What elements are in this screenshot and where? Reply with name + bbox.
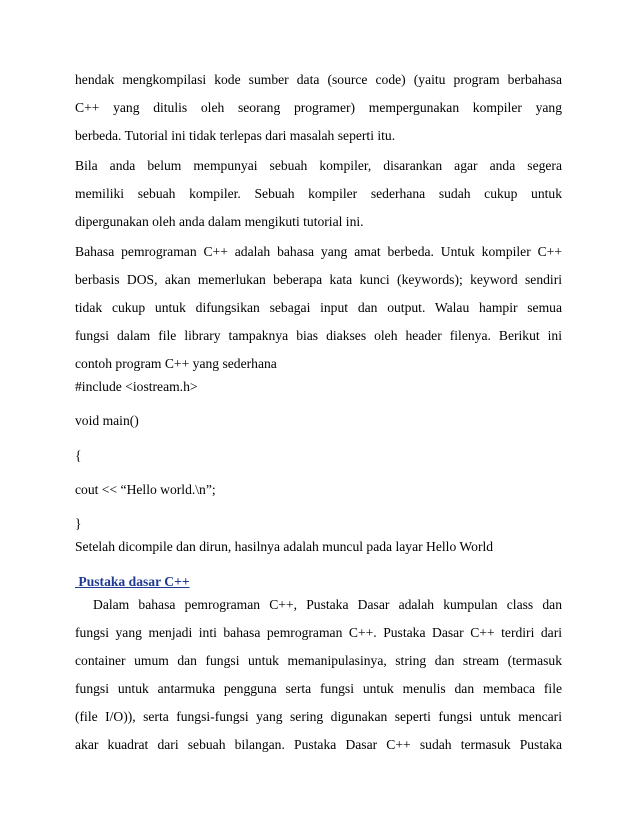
paragraph-line: dipergunakan oleh anda dalam mengikuti tutorial ini. (75, 214, 364, 229)
paragraph-line: berbasis DOS, akan memerlukan beberapa kata kunci (keywords); keyword sendiri (75, 272, 562, 287)
paragraph-line: memiliki sebuah kompiler. Sebuah kompiler sederhana sudah cukup untuk (75, 186, 562, 201)
paragraph-line: contoh program C++ yang sederhana (75, 356, 277, 371)
paragraph-line: Bila anda belum mempunyai sebuah kompiler, disarankan agar anda segera (75, 158, 562, 173)
paragraph-line-text: Dalam bahasa pemrograman C++, Pustaka Dasar adalah kumpulan class dan (93, 597, 562, 612)
paragraph-line: container umum dan fungsi untuk memanipulasinya, string dan stream (termasuk (75, 653, 562, 668)
paragraph-compiler-intro (75, 66, 562, 150)
code-main-line: void main() (75, 413, 139, 428)
paragraph-line: Bahasa pemrograman C++ adalah bahasa yang amat berbeda. Untuk kompiler C++ (75, 244, 562, 259)
paragraph-line: fungsi dalam file library tampaknya bias diakses oleh header filenya. Berikut ini (75, 328, 562, 343)
code-include-line: #include <iostream.h> (75, 379, 198, 394)
code-cout-line: cout << “Hello world.\n”; (75, 482, 216, 497)
paragraph-compiler-advice (75, 152, 562, 236)
code-close-brace: } (75, 516, 82, 531)
paragraph-line: tidak cukup untuk difungsikan sebagai input dan output. Walau hampir semua (75, 300, 562, 315)
paragraph-line (75, 591, 562, 619)
paragraph-line: fungsi yang menjadi inti bahasa pemrograman C++. Pustaka Dasar C++ terdiri dari (75, 625, 562, 640)
paragraph-line: berbeda. Tutorial ini tidak terlepas dari masalah seperti itu. (75, 128, 396, 143)
paragraph-line: fungsi untuk antarmuka pengguna serta fungsi untuk menulis dan membaca file (75, 681, 562, 696)
result-text: Setelah dicompile dan dirun, hasilnya adalah muncul pada layar Hello World (75, 539, 494, 554)
paragraph-line: akar kuadrat dari sebuah bilangan. Pustaka Dasar C++ sudah termasuk Pustaka (75, 737, 562, 752)
paragraph-pustaka-dasar (75, 591, 562, 759)
code-open-brace: { (75, 448, 82, 463)
paragraph-line: hendak mengkompilasi kode sumber data (source code) (yaitu program berbahasa (75, 72, 562, 87)
paragraph-line: C++ yang ditulis oleh seorang programer) mempergunakan kompiler yang (75, 100, 562, 115)
paragraph-line: (file I/O)), serta fungsi-fungsi yang sering digunakan seperti fungsi untuk mencari (75, 709, 562, 724)
section-heading-pustaka-dasar: Pustaka dasar C++ (75, 574, 190, 589)
paragraph-cpp-language (75, 238, 562, 378)
